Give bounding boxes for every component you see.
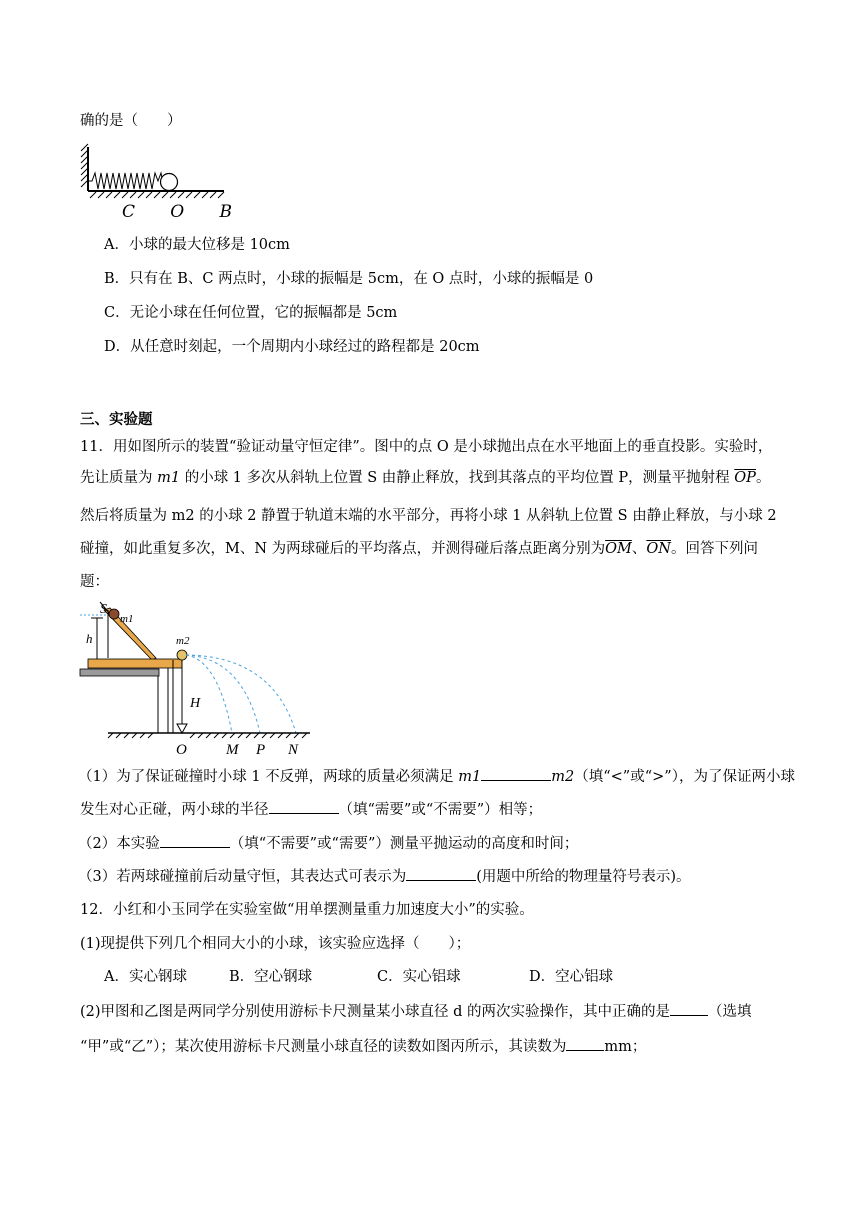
symbol-m1: m1 bbox=[157, 470, 181, 486]
answer-blank-5[interactable] bbox=[670, 1001, 708, 1016]
q10-stem-tail: 确的是（ ） bbox=[80, 113, 182, 129]
answer-blank-1[interactable] bbox=[481, 766, 551, 781]
q12-option-b: B．空心钢球 bbox=[229, 969, 313, 985]
symbol-m2: m2 bbox=[551, 769, 575, 785]
q12-part-2-line1: (2)甲图和乙图是两同学分别使用游标卡尺测量某小球直径 d 的两次实验操作，其中正确的是 （选填 bbox=[80, 1001, 752, 1022]
label-m1: m1 bbox=[120, 613, 134, 625]
q11-line-1: 11．用如图所示的装置“验证动量守恒定律”。图中的点 O 是小球抛出点在水平地面上的垂直投影。实验时， bbox=[80, 439, 773, 455]
q10-option-a: A．小球的最大位移是 10cm bbox=[104, 237, 290, 253]
momentum-apparatus-figure bbox=[78, 600, 318, 760]
q10-option-c: C．无论小球在任何位置，它的振幅都是 5cm bbox=[104, 305, 398, 321]
q11-sub1-line1: （1）为了保证碰撞时小球 1 不反弹，两球的质量必须满足 m1 m2（填“<”或“>”），为了保证两小球 bbox=[78, 766, 795, 787]
q11-line-5: 题： bbox=[80, 574, 109, 590]
q12-option-d: D．空心铝球 bbox=[529, 969, 614, 985]
answer-blank-2[interactable] bbox=[269, 799, 339, 814]
symbol-on: $\overline{ON}$ bbox=[646, 541, 671, 557]
symbol-op: $\overline{OP}$ bbox=[734, 470, 756, 486]
q10-option-d: D．从任意时刻起，一个周期内小球经过的路程都是 20cm bbox=[104, 339, 480, 355]
label-N: N bbox=[288, 742, 299, 758]
q12-option-c: C．实心铝球 bbox=[377, 969, 461, 985]
q11-line-2: 先让质量为 m1 的小球 1 多次从斜轨上位置 S 由静止释放，找到其落点的平均位置 P，测量平抛射程 $\overline{OP}$。 bbox=[80, 470, 771, 486]
q12-line-1: 12．小红和小玉同学在实验室做“用单摆测量重力加速度大小”的实验。 bbox=[80, 902, 534, 918]
spring-figure-labels bbox=[122, 202, 232, 222]
q12-option-a: A．实心钢球 bbox=[104, 969, 187, 985]
answer-blank-3[interactable] bbox=[160, 833, 230, 848]
answer-blank-4[interactable] bbox=[406, 866, 476, 881]
symbol-m1-b: m1 bbox=[458, 769, 482, 785]
q11-line-3: 然后将质量为 m2 的小球 2 静置于轨道末端的水平部分，再将小球 1 从斜轨上位置 S 由静止释放，与小球 2 bbox=[80, 508, 777, 524]
q11-sub2: （2）本实验 （填“不需要”或“需要”）测量平抛运动的高度和时间； bbox=[78, 833, 578, 854]
label-P: P bbox=[256, 742, 266, 758]
label-M: M bbox=[226, 742, 239, 758]
q12-part-2-line2: “甲”或“乙”）；某次使用游标卡尺测量小球直径的读数如图丙所示，其读数为 mm； bbox=[80, 1036, 646, 1057]
label-h: h bbox=[86, 631, 93, 646]
label-o: O bbox=[170, 202, 185, 222]
q11-sub3: （3）若两球碰撞前后动量守恒，其表达式可表示为 (用题中所给的物理量符号表示)。 bbox=[78, 866, 691, 887]
answer-blank-6[interactable] bbox=[566, 1036, 604, 1051]
q12-part-1: (1)现提供下列几个相同大小的小球，该实验应选择（ ）； bbox=[80, 936, 471, 952]
q10-option-b: B．只有在 B、C 两点时，小球的振幅是 5cm，在 O 点时，小球的振幅是 0 bbox=[104, 271, 594, 287]
label-c: C bbox=[122, 202, 136, 222]
label-H: H bbox=[190, 696, 201, 711]
q11-sub1-line2: 发生对心正碰，两小球的半径 （填“需要”或“不需要”）相等； bbox=[80, 799, 542, 820]
q12-options bbox=[104, 967, 613, 987]
label-b: B bbox=[219, 202, 232, 222]
label-s: S bbox=[100, 602, 107, 617]
label-m2: m2 bbox=[176, 635, 190, 647]
label-O: O bbox=[176, 742, 187, 758]
section-heading: 三、实验题 bbox=[80, 411, 153, 428]
symbol-om: $\overline{OM}$ bbox=[605, 541, 632, 557]
q11-line-4: 碰撞，如此重复多次，M、N 为两球碰后的平均落点，并测得碰后落点距离分别为$\overline{OM}$、$\overline{ON}$。回答下列问 bbox=[80, 541, 758, 557]
